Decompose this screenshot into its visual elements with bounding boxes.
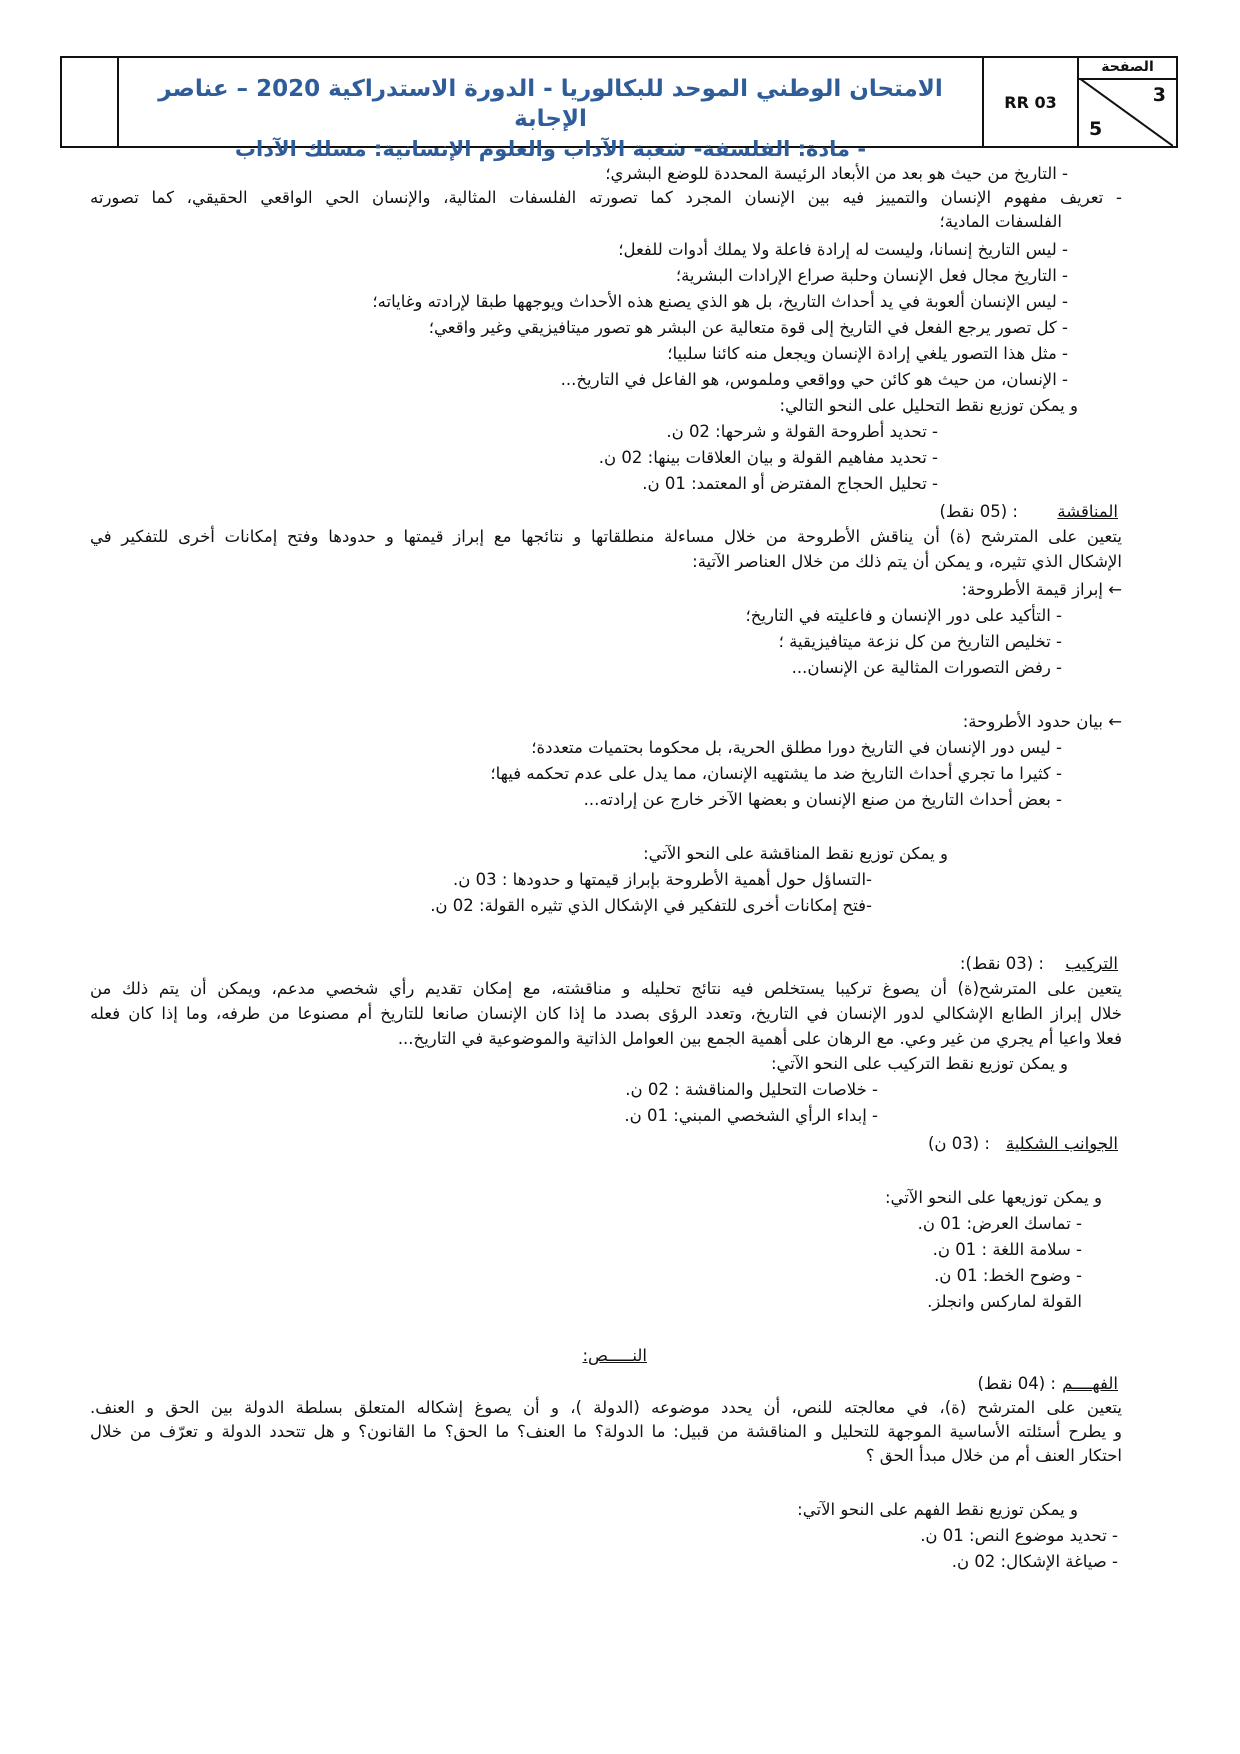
text-line: الفلسفات المادية؛ xyxy=(939,212,1062,231)
page-label: الصفحة xyxy=(1079,57,1176,80)
text-line: - رفض التصورات المثالية عن الإنسان... xyxy=(791,658,1062,677)
section-heading-discussion: المناقشة xyxy=(1057,502,1118,521)
text-line: - ليس التاريخ إنسانا، وليست له إرادة فاعلة ولا يملك أدوات للفعل؛ xyxy=(618,240,1068,259)
text-line: و يمكن توزيع نقط التركيب على النحو الآتي: xyxy=(771,1054,1068,1073)
text-line: - التأكيد على دور الإنسان و فاعليته في التاريخ؛ xyxy=(745,606,1062,625)
page-total: 5 xyxy=(1089,118,1103,140)
text-line: و يمكن توزيع نقط الفهم على النحو الآتي: xyxy=(797,1500,1078,1519)
text-line: - بعض أحداث التاريخ من صنع الإنسان و بعضها الآخر خارج عن إرادته... xyxy=(583,790,1062,809)
text-line: خلال إبراز الطابع الإشكالي لدور الإنسان في التاريخ، وتعدد الرؤى بصدد ما إذا كان الإنسان صانعا للتاريخ أم مصنوعا من طرفه، وما إذا كان فعله xyxy=(90,1004,1122,1023)
text-line: -فتح إمكانات أخرى للتفكير في الإشكال الذي تثيره القولة: 02 ن. xyxy=(430,896,872,915)
exam-code: RR 03 xyxy=(984,58,1079,146)
text-line: يتعين على المترشح(ة) أن يصوغ تركيبا يستخلص فيه نتائج تحليله و مناقشته، مع إمكان تقديم رأي شخصي مدعم، ويمكن أن يتم ذلك من xyxy=(90,979,1122,998)
text-line: و يطرح أسئلته الأساسية الموجهة للتحليل و المناقشة من قبيل: ما الدولة؟ ما العنف؟ ما الحق؟ ما القانون؟ و هل تتحدد الدولة و تعرّف من خلال xyxy=(90,1422,1122,1441)
text-line: - التاريخ مجال فعل الإنسان وحلبة صراع الإرادات البشرية؛ xyxy=(675,266,1068,285)
header-empty-cell xyxy=(62,58,119,146)
text-line: و يمكن توزيعها على النحو الآتي: xyxy=(885,1188,1102,1207)
text-line: - الإنسان، من حيث هو كائن حي وواقعي وملموس، هو الفاعل في التاريخ... xyxy=(560,370,1068,389)
text-line: ← إبراز قيمة الأطروحة: xyxy=(961,580,1122,599)
text-line: - تحليل الحجاج المفترض أو المعتمد: 01 ن. xyxy=(642,474,938,493)
header-title-line1: الامتحان الوطني الموحد للبكالوريا - الدورة الاستدراكية 2020 – عناصر الإجابة xyxy=(158,76,943,132)
section-points: : (03 ن) xyxy=(927,1134,990,1153)
text-line: فعلا واعيا أم يجري من غير وعي. مع الرهان على أهمية الجمع بين العوامل الذاتية والموضوعية في التاريخ... xyxy=(397,1029,1122,1048)
text-line: و يمكن توزيع نقط المناقشة على النحو الآتي: xyxy=(643,844,948,863)
section-points: : (03 نقط): xyxy=(959,954,1044,973)
text-line: الإشكال الذي تثيره، و يمكن أن يتم ذلك من خلال العناصر الآتية: xyxy=(692,552,1122,571)
section-heading-comprehension: الفهــــم xyxy=(1062,1374,1118,1393)
text-line: - تعريف مفهوم الإنسان والتمييز فيه بين الإنسان المجرد كما تصورته الفلسفات المثالية، والإنسان الحي الواقعي الحقيقي، كما تصورته xyxy=(90,188,1122,207)
text-line: يتعين على المترشح (ة) أن يناقش الأطروحة من خلال مساءلة منطلقاتها و نتائجها مع إبراز قيمتها و حدودها وفتح إمكانات أخرى للتفكير في xyxy=(90,527,1122,546)
text-line: - كثيرا ما تجري أحداث التاريخ ضد ما يشتهيه الإنسان، مما يدل على عدم تحكمه فيها؛ xyxy=(490,764,1062,783)
text-line: -التساؤل حول أهمية الأطروحة بإبراز قيمتها و حدودها : 03 ن. xyxy=(453,870,872,889)
page-indicator xyxy=(1079,58,1176,146)
text-line: - تماسك العرض: 01 ن. xyxy=(917,1214,1082,1233)
text-line: - ليس دور الإنسان في التاريخ دورا مطلق الحرية، بل محكوما بحتميات متعددة؛ xyxy=(531,738,1062,757)
text-line: و يمكن توزيع نقط التحليل على النحو التالي: xyxy=(779,396,1078,415)
text-line: - سلامة اللغة : 01 ن. xyxy=(932,1240,1082,1259)
section-points: : (04 نقط) xyxy=(977,1374,1056,1393)
header-title xyxy=(119,58,984,161)
text-line: - تحديد موضوع النص: 01 ن. xyxy=(920,1526,1118,1545)
page-number: 3 xyxy=(1152,84,1166,106)
text-line: - مثل هذا التصور يلغي إرادة الإنسان ويجعل منه كائنا سلبيا؛ xyxy=(667,344,1068,363)
text-line: - تحديد مفاهيم القولة و بيان العلاقات بينها: 02 ن. xyxy=(598,448,938,467)
text-line: ← بيان حدود الأطروحة: xyxy=(962,712,1122,731)
text-line: - إبداء الرأي الشخصي المبني: 01 ن. xyxy=(624,1106,878,1125)
text-line: - وضوح الخط: 01 ن. xyxy=(934,1266,1082,1285)
text-line: - خلاصات التحليل والمناقشة : 02 ن. xyxy=(625,1080,878,1099)
text-line: - تخليص التاريخ من كل نزعة ميتافيزيقية ؛ xyxy=(778,632,1062,651)
text-line: - التاريخ من حيث هو بعد من الأبعاد الرئيسة المحددة للوضع البشري؛ xyxy=(605,164,1068,183)
section-heading-text: النـــــص: xyxy=(582,1346,647,1365)
section-heading-synthesis: التركيب xyxy=(1065,954,1118,973)
text-line: - صياغة الإشكال: 02 ن. xyxy=(951,1552,1118,1571)
text-line: احتكار العنف أم من خلال مبدأ الحق ؟ xyxy=(865,1446,1122,1465)
text-line: - كل تصور يرجع الفعل في التاريخ إلى قوة متعالية عن البشر هو تصور ميتافيزيقي وغير واقعي؛ xyxy=(428,318,1068,337)
section-points: : (05 نقط) xyxy=(939,502,1018,521)
text-line: يتعين على المترشح (ة)، في معالجته للنص، أن يحدد موضوعه (الدولة )، و أن يصوغ إشكاله المتعلق بسلطة الدولة بين الحق و العنف. xyxy=(90,1398,1122,1417)
exam-header xyxy=(60,56,1178,161)
text-line: - ليس الإنسان ألعوبة في يد أحداث التاريخ، بل هو الذي يصنع هذه الأحداث ويوجهها طبقا لإرادته وغاياته؛ xyxy=(372,292,1068,311)
section-heading-form: الجوانب الشكلية xyxy=(1005,1134,1118,1153)
text-line: القولة لماركس وانجلز. xyxy=(927,1292,1082,1311)
text-line: - تحديد أطروحة القولة و شرحها: 02 ن. xyxy=(666,422,938,441)
header-title-line2: - مادة: الفلسفة- شعبة الآداب والعلوم الإنسانية: مسلك الآداب xyxy=(234,137,867,161)
